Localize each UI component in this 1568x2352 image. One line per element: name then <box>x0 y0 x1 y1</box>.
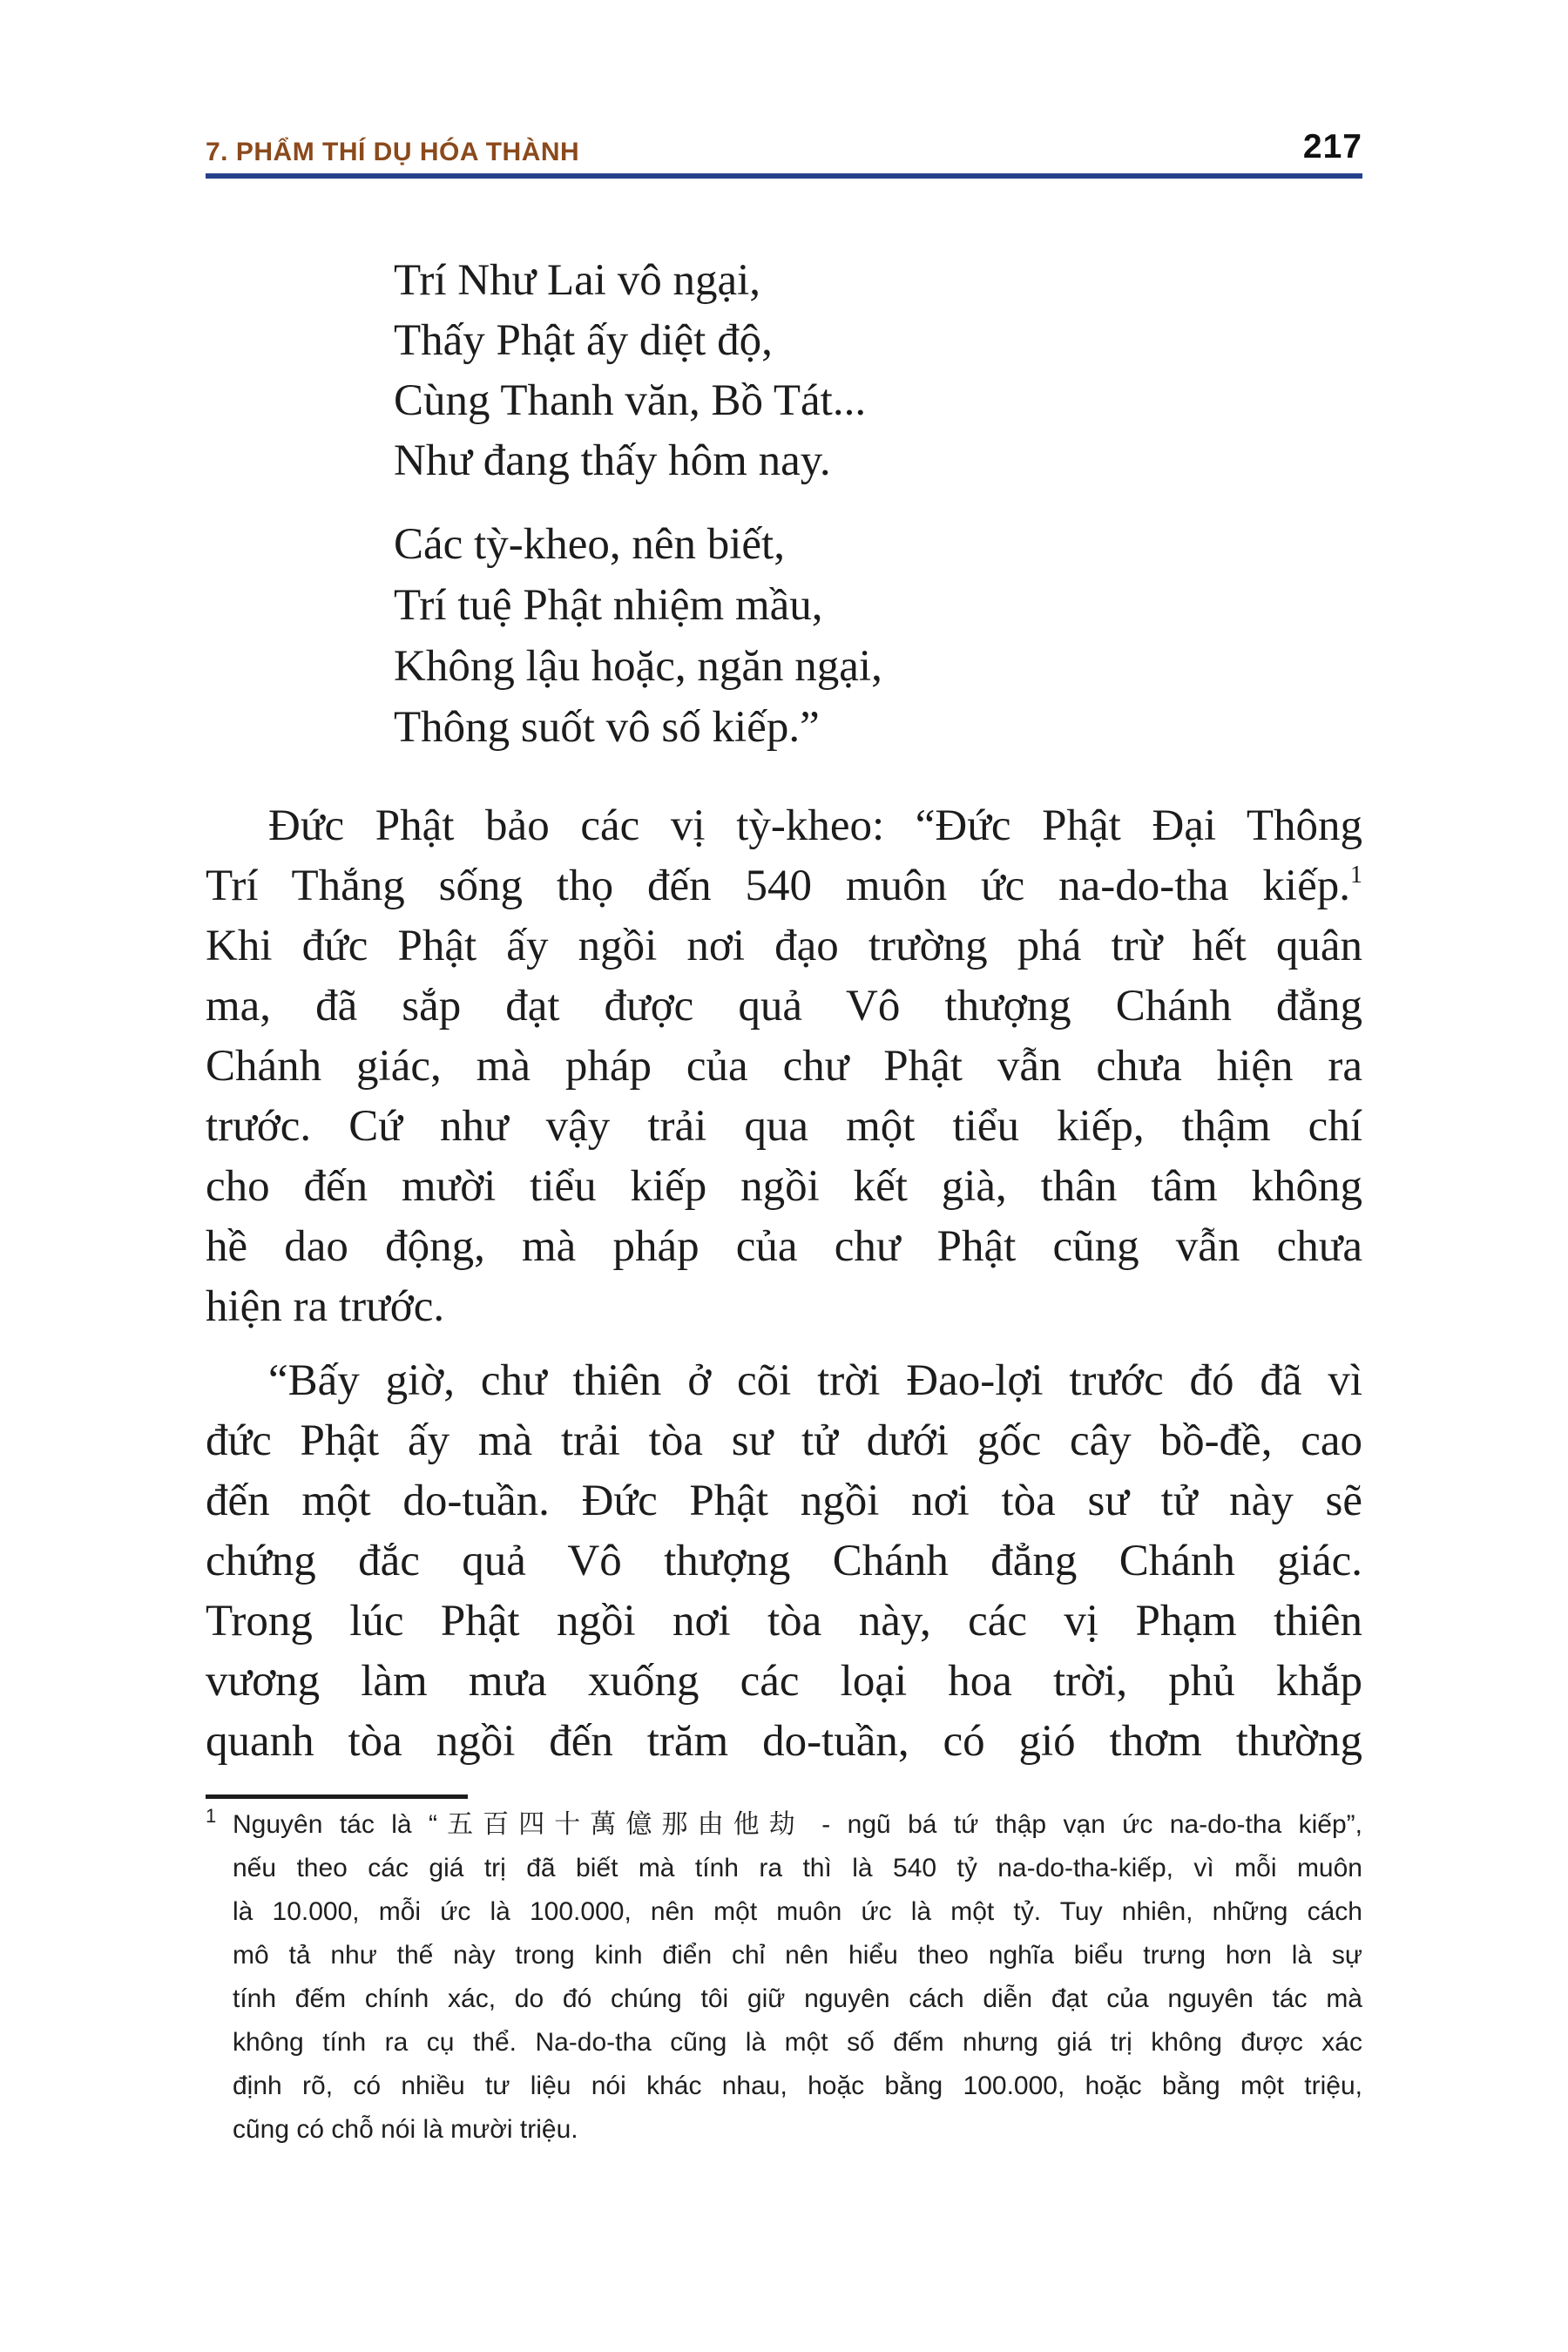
paragraph-line: Đức Phật bảo các vị tỳ-kheo: “Đức Phật Đại Thông <box>268 801 1362 850</box>
running-head <box>206 128 1362 167</box>
paragraph-line: ma, đã sắp đạt được quả Vô thượng Chánh đẳng <box>206 982 1362 1031</box>
verse-line: Thấy Phật ấy diệt độ, <box>394 316 773 365</box>
footnote-line: Nguyên tác là “五百四十萬億那由他劫 - ngũ bá tứ thập vạn ức na-do-tha kiếp”, <box>233 1810 1362 1839</box>
verse-line: Như đang thấy hôm nay. <box>394 436 831 485</box>
footnote-mark: 1 <box>206 1805 217 1827</box>
paragraph-line: chứng đắc quả Vô thượng Chánh đẳng Chánh giác. <box>206 1537 1362 1585</box>
page-number: 217 <box>1302 128 1362 166</box>
paragraph-line: Trong lúc Phật ngồi nơi tòa này, các vị Phạm thiên <box>206 1597 1362 1646</box>
footnote-line: không tính ra cụ thể. Na-do-tha cũng là một số đếm nhưng giá trị không được xác <box>233 2028 1362 2057</box>
paragraph-line: “Bấy giờ, chư thiên ở cõi trời Đao-lợi trước đó đã vì <box>268 1356 1362 1405</box>
paragraph-line: đức Phật ấy mà trải tòa sư tử dưới gốc cây bồ-đề, cao <box>206 1416 1362 1465</box>
verse-line: Không lậu hoặc, ngăn ngại, <box>394 642 882 691</box>
footnote-line: là 10.000, mỗi ức là 100.000, nên một muôn ức là một tỷ. Tuy nhiên, những cách <box>233 1897 1362 1926</box>
verse-line: Các tỳ-kheo, nên biết, <box>394 520 785 569</box>
verse-line: Thông suốt vô số kiếp.” <box>394 703 820 752</box>
paragraph-line-text: Trí Thắng sống thọ đến 540 muôn ức na-do-tha kiếp. <box>206 862 1350 910</box>
footnote-rule <box>206 1794 468 1799</box>
paragraph-line: Khi đức Phật ấy ngồi nơi đạo trường phá trừ hết quân <box>206 922 1362 970</box>
paragraph-line: Chánh giác, mà pháp của chư Phật vẫn chưa hiện ra <box>206 1042 1362 1091</box>
verse-line: Trí Như Lai vô ngại, <box>394 256 760 305</box>
footnote-line: cũng có chỗ nói là mười triệu. <box>233 2115 578 2144</box>
footnote-line: tính đếm chính xác, do đó chúng tôi giữ nguyên cách diễn đạt của nguyên tác mà <box>233 1984 1362 2013</box>
verse-line: Cùng Thanh văn, Bồ Tát... <box>394 376 867 425</box>
paragraph-line: quanh tòa ngồi đến trăm do-tuần, có gió thơm thường <box>206 1717 1362 1766</box>
paragraph-line: đến một do-tuần. Đức Phật ngồi nơi tòa sư tử này sẽ <box>206 1477 1362 1525</box>
paragraph-line: hề dao động, mà pháp của chư Phật cũng vẫn chưa <box>206 1222 1362 1271</box>
chapter-title: 7. PHẨM THÍ DỤ HÓA THÀNH <box>206 138 580 166</box>
paragraph-line: vương làm mưa xuống các loại hoa trời, phủ khắp <box>206 1657 1362 1706</box>
paragraph-line: cho đến mười tiểu kiếp ngồi kết già, thân tâm không <box>206 1162 1362 1211</box>
footnote-line: nếu theo các giá trị đã biết mà tính ra thì là 540 tỷ na-do-tha-kiếp, vì mỗi muôn <box>233 1854 1362 1882</box>
paragraph-line <box>206 855 1362 916</box>
verse-line: Trí tuệ Phật nhiệm mầu, <box>394 581 823 630</box>
paragraph-line: hiện ra trước. <box>206 1282 445 1331</box>
header-rule <box>206 173 1362 179</box>
footnote-reference[interactable]: 1 <box>1350 862 1362 889</box>
footnote-line: định rõ, có nhiều tư liệu nói khác nhau, hoặc bằng 100.000, hoặc bằng một triệu, <box>233 2072 1362 2100</box>
footnote-line: mô tả như thế này trong kinh điển chỉ nên hiểu theo nghĩa biểu trưng hơn là sự <box>233 1941 1362 1970</box>
paragraph-line: trước. Cứ như vậy trải qua một tiểu kiếp, thậm chí <box>206 1102 1362 1151</box>
